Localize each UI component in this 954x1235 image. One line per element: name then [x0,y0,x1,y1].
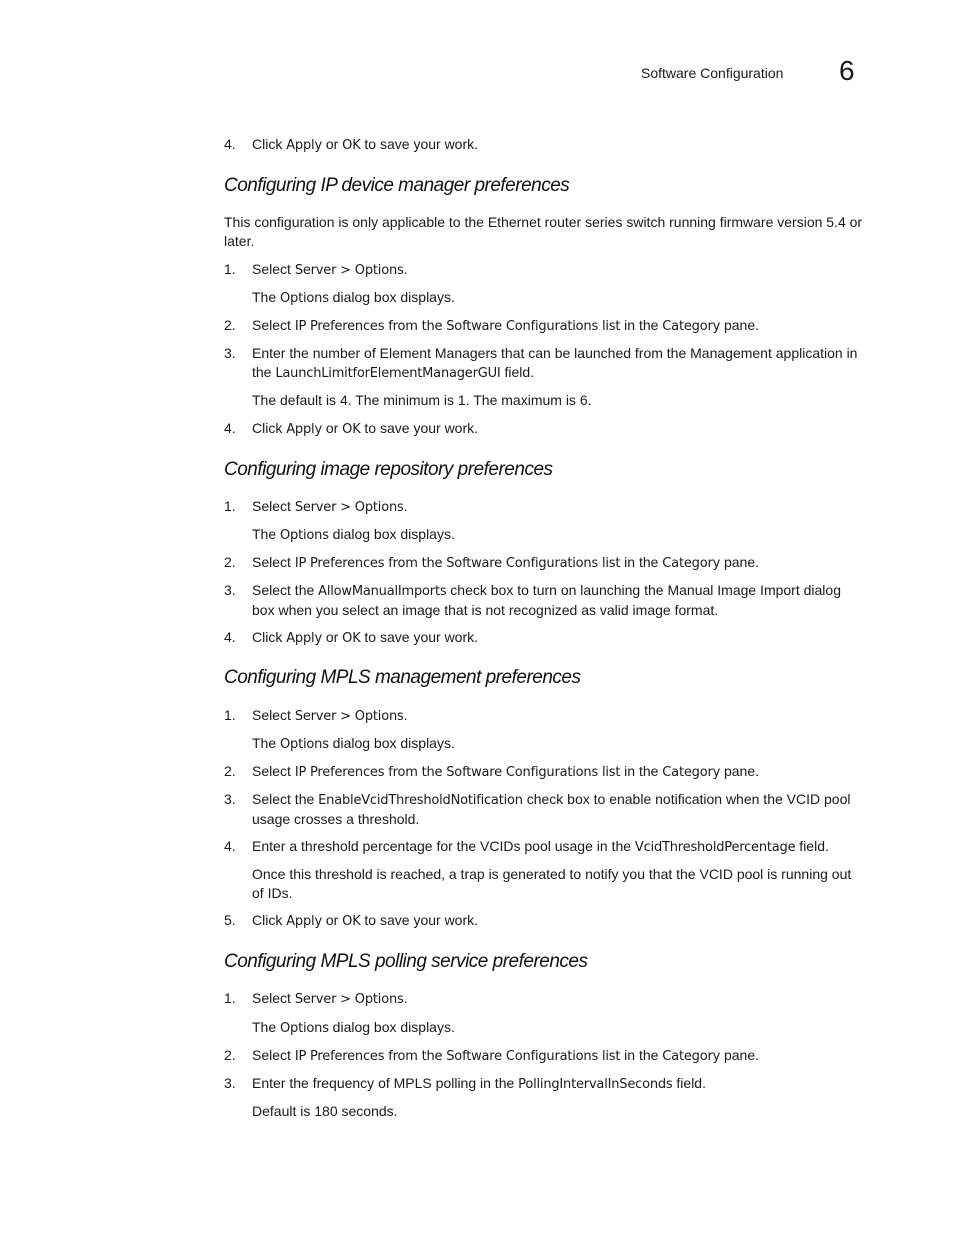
step-text [252,628,862,648]
note-text [252,288,862,308]
step-text [252,316,862,336]
text-run: Enter the number of Element Managers that can be launched from the Management application in the [252,345,858,380]
text-run: field. [500,364,535,380]
note-text [252,734,862,754]
section-heading: Configuring MPLS management preferences [224,667,581,688]
ui-term-options: Options [280,1021,329,1036]
text-run: in the [620,554,663,570]
ui-term-options: Options [280,291,329,306]
text-run: or [321,912,343,928]
step-text [252,706,862,726]
step-number: 1. [224,498,236,514]
ui-term-field: VcidThresholdPercentage [634,840,796,855]
step-number: 4. [224,420,236,436]
step-number: 2. [224,554,236,570]
ui-term-menu-path: Server > Options [294,709,404,724]
step-number: 4. [224,136,236,152]
text-run: check box to turn on launching the Manual Image Import dialog box when you select an image that is not recognized as valid image format. [252,582,841,618]
text-run: Click [252,136,287,152]
text-run: dialog box displays. [328,526,455,542]
ui-term-ip-preferences: IP Preferences from the Software Configurations list [294,1049,621,1064]
ui-term-options: Options [280,528,329,543]
text-run: pane. [720,317,760,333]
step-text [252,790,862,829]
ui-term-apply: Apply [286,422,322,437]
step-number: 2. [224,1047,236,1063]
text-run: Select [252,1047,295,1063]
ui-term-field: PollingIntervalInSeconds [518,1077,673,1092]
ui-term-menu-path: Server > Options [294,992,404,1007]
step-text [252,419,862,439]
step-text [252,135,862,155]
text-run: Select [252,554,295,570]
ui-term-menu-path: Server > Options [294,500,404,515]
text-run: Select [252,990,295,1006]
text-run: to save your work. [360,420,479,436]
ui-term-category: Category [662,556,721,571]
ui-term-menu-path: Server > Options [294,263,404,278]
step-text [252,581,862,620]
text-run: Select [252,763,295,779]
text-run: field. [795,838,829,854]
ui-term-field: LaunchLimitforElementManagerGUI [275,366,501,381]
ui-term-category: Category [662,1049,721,1064]
text-run: Select [252,707,295,723]
text-run: or [321,629,343,645]
step-text [252,344,862,383]
text-run: Select the [252,791,319,807]
text-run: . [403,498,408,514]
ui-term-checkbox: AllowManualImports [318,584,447,599]
text-run: . [403,990,408,1006]
text-run: to save your work. [360,912,479,928]
step-text [252,260,862,280]
section-heading: Configuring MPLS polling service preferences [224,951,588,972]
step-text [252,911,862,931]
text-run: The [252,735,281,751]
text-run: in the [620,317,663,333]
text-run: field. [672,1075,706,1091]
section-heading: Configuring image repository preferences [224,459,553,480]
step-text [252,1046,862,1066]
step-text [252,762,862,782]
note-text: The default is 4. The minimum is 1. The maximum is 6. [252,392,592,408]
note-text: Default is 180 seconds. [252,1103,398,1119]
note-text [252,1018,862,1038]
text-run: dialog box displays. [328,289,455,305]
ui-term-apply: Apply [286,631,322,646]
ui-term-ip-preferences: IP Preferences from the Software Configurations list [294,556,621,571]
step-text [252,553,862,573]
text-run: Click [252,912,287,928]
text-run: in the [620,1047,663,1063]
text-run: Select [252,498,295,514]
text-run: . [403,261,408,277]
text-run: The [252,1019,281,1035]
text-run: The [252,526,281,542]
text-run: to save your work. [360,629,479,645]
ui-term-ip-preferences: IP Preferences from the Software Configurations list [294,319,621,334]
text-run: Enter a threshold percentage for the VCIDs pool usage in the [252,838,635,854]
step-number: 4. [224,629,236,645]
text-run: Select [252,261,295,277]
ui-term-ok: OK [342,422,361,437]
text-run: . [403,707,408,723]
text-run: dialog box displays. [328,1019,455,1035]
text-run: in the [620,763,663,779]
step-text [252,1074,862,1094]
ui-term-checkbox: EnableVcidThresholdNotification [318,793,523,808]
step-number: 3. [224,345,236,361]
step-number: 4. [224,838,236,854]
text-run: check box to enable notification when the VCID pool usage crosses a threshold. [252,791,851,827]
intro-paragraph: This configuration is only applicable to the Ethernet router series switch running firmware version 5.4 or later. [224,214,863,249]
text-run: The [252,289,281,305]
step-number: 3. [224,1075,236,1091]
ui-term-ok: OK [342,914,361,929]
ui-term-ok: OK [342,138,361,153]
text-run: Click [252,629,287,645]
ui-term-apply: Apply [286,914,322,929]
text-run: dialog box displays. [328,735,455,751]
step-number: 1. [224,261,236,277]
chapter-number: 6 [839,55,855,86]
text-run: Select [252,317,295,333]
text-run: Enter the frequency of MPLS polling in the [252,1075,519,1091]
step-text [252,837,862,857]
step-text [252,989,862,1009]
note-text: Once this threshold is reached, a trap is generated to notify you that the VCID pool is running out of IDs. [252,866,852,901]
ui-term-category: Category [662,765,721,780]
ui-term-apply: Apply [286,138,322,153]
note-text [252,525,862,545]
text-run: Click [252,420,287,436]
text-run: or [321,420,343,436]
text-run: Select the [252,582,319,598]
ui-term-ip-preferences: IP Preferences from the Software Configurations list [294,765,621,780]
text-run: pane. [720,1047,760,1063]
text-run: or [321,136,343,152]
text-run: pane. [720,763,760,779]
step-number: 5. [224,912,236,928]
step-number: 2. [224,763,236,779]
step-number: 3. [224,582,236,598]
step-text [252,497,862,517]
text-run: pane. [720,554,760,570]
section-heading: Configuring IP device manager preferences [224,175,570,196]
section-title: Software Configuration [641,65,784,81]
step-number: 1. [224,707,236,723]
ui-term-options: Options [280,737,329,752]
text-run: to save your work. [360,136,479,152]
step-number: 1. [224,990,236,1006]
step-number: 2. [224,317,236,333]
step-number: 3. [224,791,236,807]
ui-term-ok: OK [342,631,361,646]
ui-term-category: Category [662,319,721,334]
